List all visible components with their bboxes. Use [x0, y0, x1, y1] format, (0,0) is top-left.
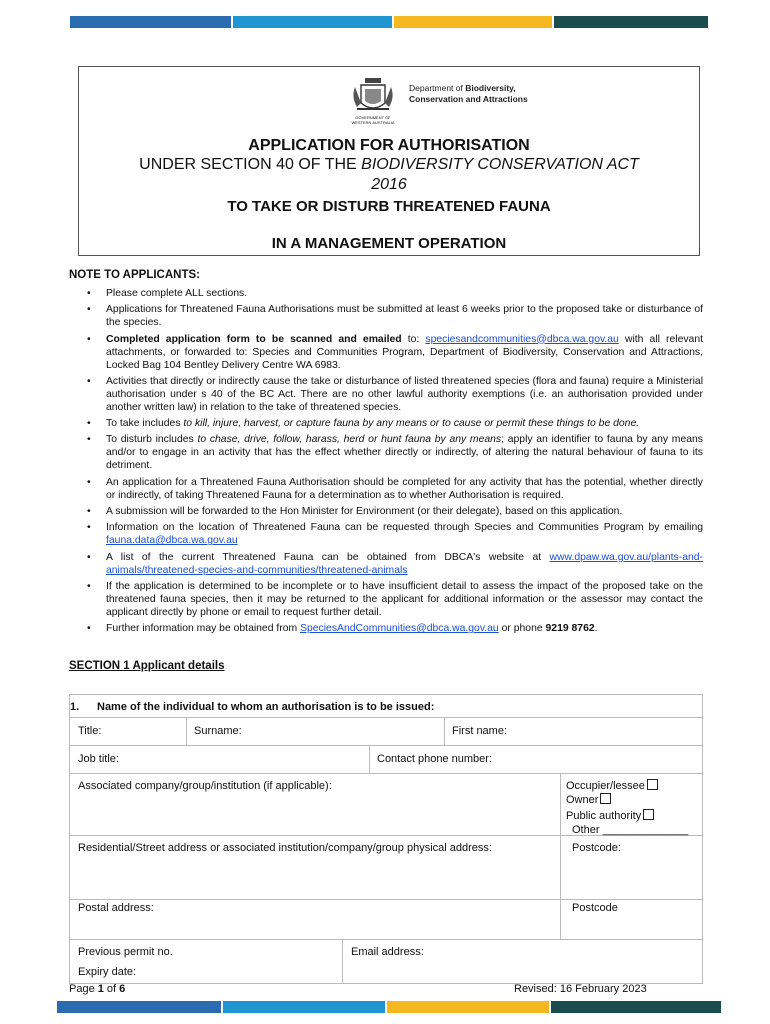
list-item: • If the application is determined to be incomplete or to have insufficient detail to assess the impact of the proposed take on the threatened fauna species, then it may be returned to the applicant for additional information or the assessor may contact the applicant directly by phone or email to request further detail. [69, 580, 703, 619]
list-item: • Please complete ALL sections. [69, 287, 703, 300]
postal-address-field[interactable]: Postal address: [78, 902, 154, 914]
list-item: • A submission will be forwarded to the Hon Minister for Environment (or their delegate), based on this application. [69, 505, 703, 518]
fauna-data-email-link[interactable]: fauna.data@dbca.wa.gov.au [106, 535, 238, 547]
question-number: 1. [70, 701, 80, 713]
occupier-checkbox[interactable]: Occupier/lessee [566, 779, 658, 792]
species-communities-email-link[interactable]: SpeciesAndCommunities@dbca.wa.gov.au [300, 623, 499, 635]
notes-heading: NOTE TO APPLICANTS: [69, 269, 200, 281]
email-address-field[interactable]: Email address: [351, 946, 424, 958]
list-item: • Completed application form to be scanned and emailed to: speciesandcommunities@dbca.wa.gov.au with all relevant attachments, or forwarded to: Species and Communities Program, Department of Biodiversity, Conservation and Attractions, Locked Bag 104 Bentley Delivery Centre WA 6983. [69, 333, 703, 372]
bottom-stripe-yellow [387, 1001, 549, 1013]
revised-date: Revised: 16 February 2023 [514, 983, 647, 995]
notes-list [69, 287, 703, 639]
list-item: • Information on the location of Threatened Fauna can be requested through Species and Communities Program by emailing fauna.data@dbca.wa.gov.au [69, 521, 703, 547]
dbca-logo [349, 75, 549, 125]
header-box [78, 66, 700, 256]
section-1-title: SECTION 1 Applicant details [69, 660, 225, 672]
top-stripe-yellow [394, 16, 552, 28]
title-line-5: IN A MANAGEMENT OPERATION [271, 235, 507, 252]
first-name-field[interactable]: First name: [452, 725, 508, 737]
threatened-animals-link[interactable]: www.dpaw.wa.gov.au/plants-and-animals/threatened-species-and-communities/threatened-animals [106, 551, 703, 576]
job-title-field[interactable]: Job title: [78, 753, 119, 765]
title-line-2: UNDER SECTION 40 OF THE BIODIVERSITY CONSERVATION ACT [139, 156, 639, 173]
top-stripe-teal [554, 16, 708, 28]
contact-phone-field[interactable]: Contact phone number: [377, 753, 492, 765]
bottom-stripe-blue [57, 1001, 221, 1013]
checkbox-icon[interactable] [643, 809, 654, 820]
other-field[interactable]: Other ______________ [572, 824, 689, 836]
title-line-3: 2016 [371, 176, 407, 193]
list-item: • To disturb includes to chase, drive, follow, harass, herd or hunt fauna by any means; apply an identifier to fauna by any means and/or to engage in an activity that has the effect whether directly or indirectly, of altering the natural behaviour of fauna to its detriment. [69, 433, 703, 472]
postcode-field-2[interactable]: Postcode [572, 902, 618, 914]
bottom-stripe-teal [551, 1001, 721, 1013]
top-stripe-blue [70, 16, 231, 28]
checkbox-icon[interactable] [600, 793, 611, 804]
postcode-field-1[interactable]: Postcode: [572, 842, 621, 854]
title-line-1: APPLICATION FOR AUTHORISATION [248, 137, 530, 154]
title-field[interactable]: Title: [78, 725, 102, 737]
checkbox-icon[interactable] [647, 779, 658, 790]
residential-address-field[interactable]: Residential/Street address or associated institution/company/group physical address: [78, 842, 492, 854]
department-name: Department of Biodiversity, Conservation and Attractions [409, 83, 528, 104]
gov-label-line2: WESTERN AUSTRALIA [351, 120, 395, 125]
title-line-4: TO TAKE OR DISTURB THREATENED FAUNA [227, 198, 551, 215]
owner-checkbox[interactable]: Owner [566, 793, 611, 806]
list-item: • Activities that directly or indirectly cause the take or disturbance of listed threatened species (flora and fauna) require a Ministerial authorisation under s 40 of the BC Act. There are no other lawful authority exemptions (i.e. an authorisation provided under another written law) in relation to the take of threatened species. [69, 375, 703, 414]
list-item: • To take includes to kill, injure, harvest, or capture fauna by any means or to cause or permit these things to be done. [69, 417, 703, 430]
company-field[interactable]: Associated company/group/institution (if applicable): [78, 780, 332, 792]
surname-field[interactable]: Surname: [194, 725, 242, 737]
top-stripe-sky [233, 16, 392, 28]
gov-label-line1: GOVERNMENT OF [355, 115, 391, 120]
species-email-link[interactable]: speciesandcommunities@dbca.wa.gov.au [425, 333, 619, 345]
list-item: • Applications for Threatened Fauna Authorisations must be submitted at least 6 weeks prior to the proposed take or disturbance of the species. [69, 303, 703, 329]
applicant-details-form [69, 694, 703, 984]
public-authority-checkbox[interactable]: Public authority [566, 809, 654, 822]
page-number: Page 1 of 6 [69, 983, 126, 995]
question-text: Name of the individual to whom an authorisation is to be issued: [97, 701, 435, 713]
list-item: • An application for a Threatened Fauna Authorisation should be completed for any activity that has the potential, whether directly or indirectly, of taking Threatened Fauna for a determination as to whether Authorisation is required. [69, 476, 703, 502]
expiry-date-field[interactable]: Expiry date: [78, 966, 137, 978]
previous-permit-field[interactable]: Previous permit no. [78, 946, 173, 958]
list-item: • A list of the current Threatened Fauna can be obtained from DBCA's website at www.dpaw.wa.gov.au/plants-and-animals/threatened-species-and-communities/threatened-animals [69, 551, 703, 577]
bottom-stripe-sky [223, 1001, 385, 1013]
list-item: • Further information may be obtained from SpeciesAndCommunities@dbca.wa.gov.au or phone 9219 8762. [69, 622, 703, 635]
